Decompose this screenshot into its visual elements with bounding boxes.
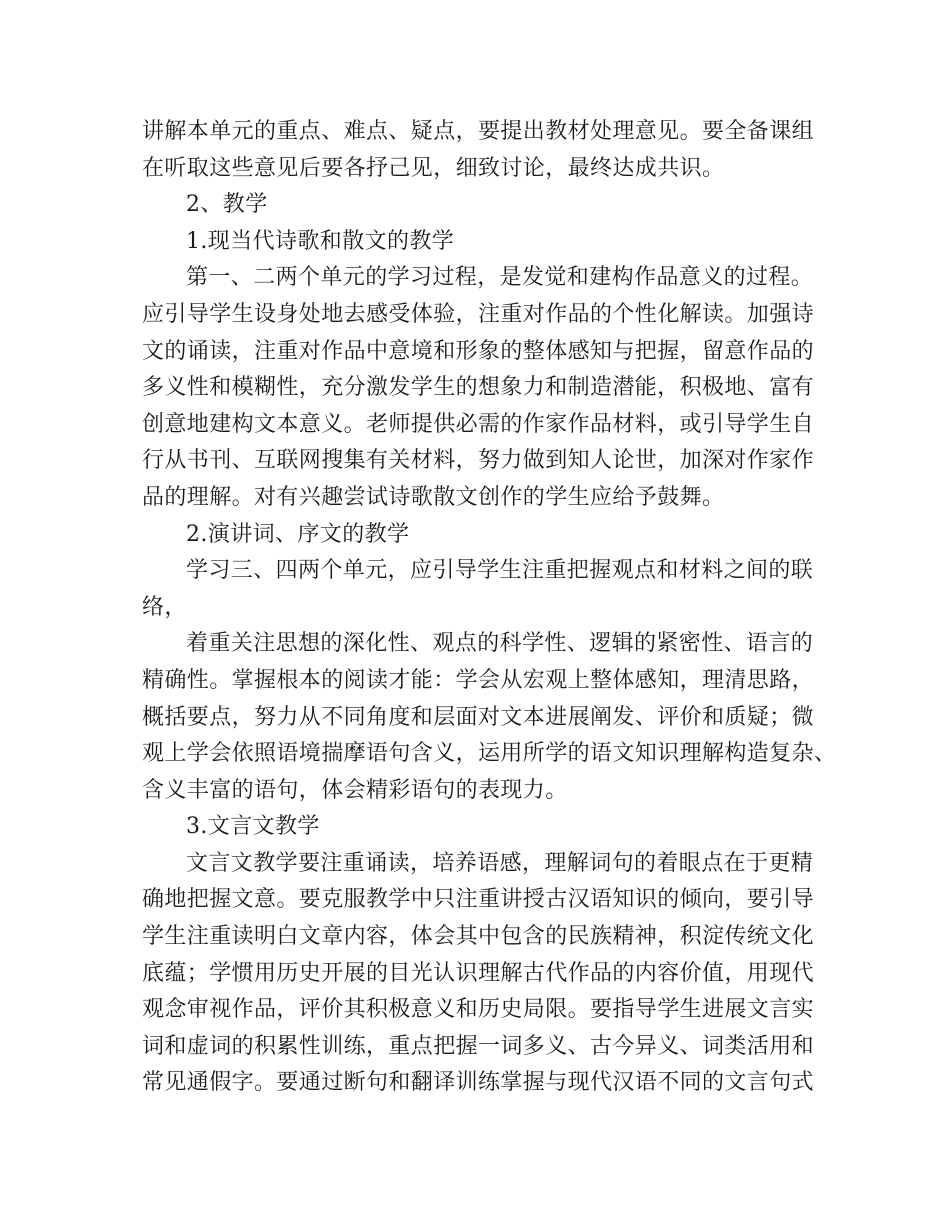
body-line: 在听取这些意见后要各抒己见，细致讨论，最终达成共识。 [142,155,725,181]
body-line: 多义性和模糊性，充分激发学生的想象力和制造潜能，积极地、富有 [142,375,815,401]
paragraph-start-line: 文言文教学要注重诵读，培养语感，理解词句的着眼点在于更精 [186,850,814,876]
body-line: 观上学会依照语境揣摩语句含义，运用所学的语文知识理解构造复杂、 [142,741,837,767]
section-heading: 2、教学 [186,192,268,218]
paragraph-start-line: 第一、二两个单元的学习过程，是发觉和建构作品意义的过程。 [186,265,814,291]
body-line: 词和虚词的积累性训练，重点把握一词多义、古今异义、词类活用和 [142,1033,815,1059]
body-line: 创意地建构文本意义。老师提供必需的作家作品材料，或引导学生自 [142,411,815,437]
body-line: 底蕴；学惯用历史开展的目光认识理解古代作品的内容价值，用现代 [142,960,815,986]
document-body [142,114,837,1102]
body-line: 文的诵读，注重对作品中意境和形象的整体感知与把握，留意作品的 [142,338,815,364]
paragraph-start-line: 着重关注思想的深化性、观点的科学性、逻辑的紧密性、语言的 [186,631,814,657]
body-line: 含义丰富的语句，体会精彩语句的表现力。 [142,777,568,803]
subsection-heading: 3.文言文教学 [186,814,320,840]
body-line: 常见通假字。要通过断句和翻译训练掌握与现代汉语不同的文言句式 [142,1070,815,1096]
body-line: 行从书刊、互联网搜集有关材料，努力做到知人论世，加深对作家作 [142,448,815,474]
body-line: 应引导学生设身处地去感受体验，注重对作品的个性化解读。加强诗 [142,301,815,327]
body-line: 概括要点，努力从不同角度和层面对文本进展阐发、评价和质疑；微 [142,704,815,730]
body-line: 确地把握文意。要克服教学中只注重讲授古汉语知识的倾向，要引导 [142,887,815,913]
body-line: 精确性。掌握根本的阅读才能：学会从宏观上整体感知，理清思路， [142,667,815,693]
body-line: 讲解本单元的重点、难点、疑点，要提出教材处理意见。要全备课组 [142,119,815,144]
body-line: 学生注重读明白文章内容，体会其中包含的民族精神，积淀传统文化 [142,924,815,950]
paragraph-start-line: 学习三、四两个单元，应引导学生注重把握观点和材料之间的联 [186,558,814,584]
body-line: 观念审视作品，评价其积极意义和历史局限。要指导学生进展文言实 [142,997,815,1023]
body-line: 络， [142,594,187,620]
body-line: 品的理解。对有兴趣尝试诗歌散文创作的学生应给予鼓舞。 [142,484,725,510]
subsection-heading: 1.现当代诗歌和散文的教学 [186,228,455,254]
subsection-heading: 2.演讲词、序文的教学 [186,521,410,547]
